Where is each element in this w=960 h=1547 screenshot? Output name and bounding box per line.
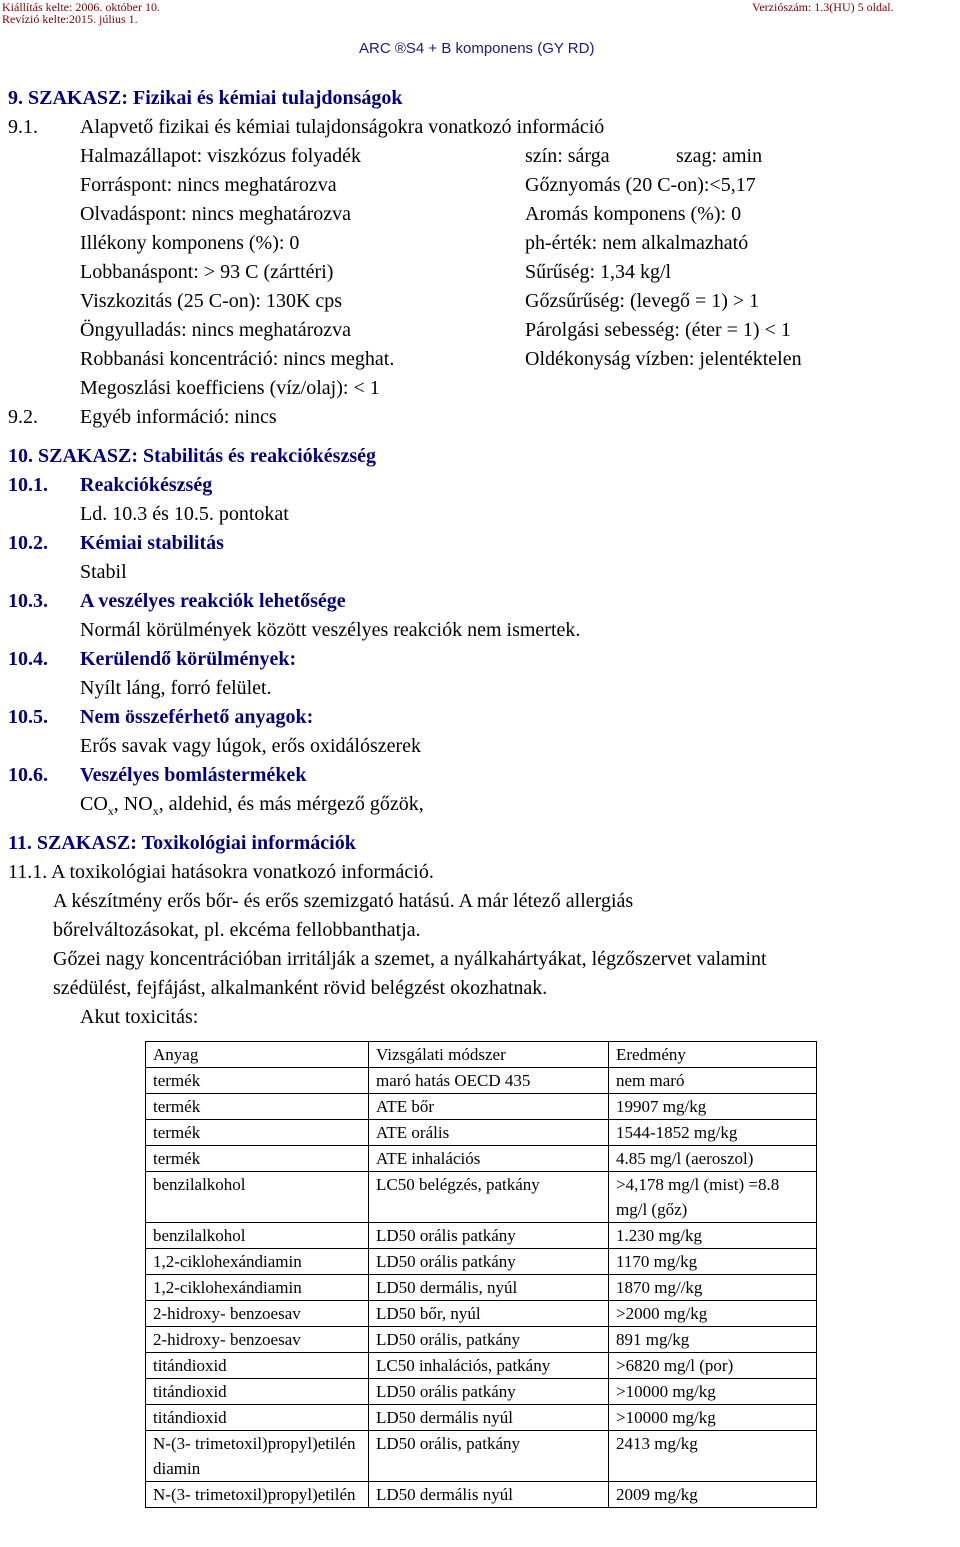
sub-text: Ld. 10.3 és 10.5. pontokat — [80, 503, 289, 525]
table-cell: termék — [146, 1146, 369, 1172]
table-cell: 1870 mg//kg — [609, 1275, 817, 1301]
sub-9-1-num: 9.1. — [8, 116, 38, 138]
prop-odor: szag: amin — [676, 145, 763, 167]
table-cell: LC50 belégzés, patkány — [369, 1172, 609, 1223]
no-text: , NO — [113, 793, 153, 815]
header-cell: Vizsgálati módszer — [369, 1042, 609, 1068]
sub-9-1-title: Alapvető fizikai és kémiai tulajdonságokra vonatkozó információ — [80, 116, 605, 138]
table-cell: 2-hidroxy- benzoesav — [146, 1327, 369, 1353]
prop-left: Öngyulladás: nincs meghatározva — [80, 319, 352, 341]
prop-right: Oldékonyság vízben: jelentéktelen — [525, 348, 802, 370]
table-cell: 891 mg/kg — [609, 1327, 817, 1353]
sub-title: A veszélyes reakciók lehetősége — [80, 590, 346, 612]
product-name: ARC ®S4 + B komponens (GY RD) — [359, 40, 595, 57]
table-cell: 2-hidroxy- benzoesav — [146, 1301, 369, 1327]
table-row — [146, 1301, 817, 1327]
table-cell: LD50 orális patkány — [369, 1249, 609, 1275]
table-cell: ATE inhalációs — [369, 1146, 609, 1172]
table-cell: 4.85 mg/l (aeroszol) — [609, 1146, 817, 1172]
sub-text: Normál körülmények között veszélyes reakciók nem ismertek. — [80, 619, 581, 641]
prop-left: Illékony komponens (%): 0 — [80, 232, 300, 254]
prop-left: Halmazállapot: viszkózus folyadék — [80, 145, 362, 167]
prop-right: Párolgási sebesség: (éter = 1) < 1 — [525, 319, 791, 341]
table-cell: LD50 orális patkány — [369, 1379, 609, 1405]
table-cell: ATE orális — [369, 1120, 609, 1146]
para-1-line-1: A készítmény erős bőr- és erős szemizgató hatású. A már létező allergiás — [53, 890, 634, 912]
table-header-row — [146, 1042, 817, 1068]
prop-right: Sűrűség: 1,34 kg/l — [525, 261, 672, 283]
table-cell: >6820 mg/l (por) — [609, 1353, 817, 1379]
toxicity-table — [145, 1041, 817, 1508]
table-row — [146, 1405, 817, 1431]
table-row — [146, 1223, 817, 1249]
table-cell: 1544-1852 mg/kg — [609, 1120, 817, 1146]
table-cell: titándioxid — [146, 1405, 369, 1431]
table-cell: 1,2-ciklohexándiamin — [146, 1275, 369, 1301]
co-subscript: x — [107, 804, 114, 818]
table-cell: >2000 mg/kg — [609, 1301, 817, 1327]
table-row — [146, 1146, 817, 1172]
table-cell: titándioxid — [146, 1379, 369, 1405]
prop-right: Gőznyomás (20 C-on):<5,17 — [525, 174, 756, 196]
table-cell: ATE bőr — [369, 1094, 609, 1120]
table-cell: 2009 mg/kg — [609, 1482, 817, 1508]
prop-right: Aromás komponens (%): 0 — [525, 203, 742, 225]
prop-left: Viszkozitás (25 C-on): 130K cps — [80, 290, 343, 312]
header-cell: Anyag — [146, 1042, 369, 1068]
sub-num: 10.3. — [8, 590, 48, 612]
sub-text: Erős savak vagy lúgok, erős oxidálószerek — [80, 735, 422, 757]
table-row — [146, 1482, 817, 1508]
table-cell: 2413 mg/kg — [609, 1431, 817, 1482]
table-cell: LD50 orális, patkány — [369, 1431, 609, 1482]
sub-9-2-text: Egyéb információ: nincs — [80, 406, 277, 428]
table-cell: LD50 dermális nyúl — [369, 1482, 609, 1508]
table-row — [146, 1275, 817, 1301]
prop-color: szín: sárga — [525, 145, 610, 167]
sub-num: 10.2. — [8, 532, 48, 554]
sub-num: 10.6. — [8, 764, 48, 786]
table-cell: termék — [146, 1120, 369, 1146]
sub-num: 10.4. — [8, 648, 48, 670]
table-cell: benzilalkohol — [146, 1172, 369, 1223]
table-cell: 1.230 mg/kg — [609, 1223, 817, 1249]
table-row — [146, 1120, 817, 1146]
table-cell: 1,2-ciklohexándiamin — [146, 1249, 369, 1275]
table-cell: termék — [146, 1094, 369, 1120]
table-row — [146, 1068, 817, 1094]
table-cell: LD50 dermális, nyúl — [369, 1275, 609, 1301]
table-row — [146, 1431, 817, 1482]
para-2-line-2: szédülést, fejfájást, alkalmanként rövid belégzést okozhatnak. — [53, 977, 548, 999]
table-cell: LD50 orális, patkány — [369, 1327, 609, 1353]
header-cell: Eredmény — [609, 1042, 817, 1068]
sub-title: Kerülendő körülmények: — [80, 648, 297, 670]
prop-right: Gőzsűrűség: (levegő = 1) > 1 — [525, 290, 760, 312]
sub-title: Reakciókészség — [80, 474, 213, 496]
document-body — [0, 84, 960, 1032]
table-cell: nem maró — [609, 1068, 817, 1094]
table-row — [146, 1353, 817, 1379]
table-cell: 19907 mg/kg — [609, 1094, 817, 1120]
decomposition-products — [80, 790, 424, 826]
table-cell: LD50 dermális nyúl — [369, 1405, 609, 1431]
table-cell: LD50 bőr, nyúl — [369, 1301, 609, 1327]
table-cell: termék — [146, 1068, 369, 1094]
section-9-title: 9. SZAKASZ: Fizikai és kémiai tulajdonságok — [8, 87, 403, 109]
table-cell: 1170 mg/kg — [609, 1249, 817, 1275]
prop-left: Lobbanáspont: > 93 C (zárttéri) — [80, 261, 334, 283]
co-text: CO — [80, 793, 108, 815]
sub-title: Veszélyes bomlástermékek — [80, 764, 307, 786]
sub-text: Stabil — [80, 561, 127, 583]
sub-text: Nyílt láng, forró felület. — [80, 677, 272, 699]
sub-9-2-num: 9.2. — [8, 406, 38, 428]
no-subscript: x — [152, 804, 159, 818]
acute-toxicity-label: Akut toxicitás: — [80, 1006, 199, 1028]
table-row — [146, 1327, 817, 1353]
sub-num: 10.5. — [8, 706, 48, 728]
table-cell: N-(3- trimetoxil)propyl)etilén diamin — [146, 1431, 369, 1482]
sub-title: Nem összeférhető anyagok: — [80, 706, 314, 728]
table-cell: N-(3- trimetoxil)propyl)etilén — [146, 1482, 369, 1508]
sub-11-1: 11.1. A toxikológiai hatásokra vonatkozó információ. — [8, 861, 434, 883]
revision-date: Revízió kelte:2015. július 1. — [2, 12, 138, 26]
prop-left: Olvadáspont: nincs meghatározva — [80, 203, 352, 225]
prop-left: Megoszlási koefficiens (víz/olaj): < 1 — [80, 377, 380, 399]
table-cell: benzilalkohol — [146, 1223, 369, 1249]
rest-text: , aldehid, és más mérgező gőzök, — [158, 793, 424, 815]
table-cell: LC50 inhalációs, patkány — [369, 1353, 609, 1379]
para-2-line-1: Gőzei nagy koncentrációban irritálják a szemet, a nyálkahártyákat, légzőszervet valamint — [53, 948, 767, 970]
table-cell: maró hatás OECD 435 — [369, 1068, 609, 1094]
table-cell: titándioxid — [146, 1353, 369, 1379]
sub-num: 10.1. — [8, 474, 48, 496]
section-10-title: 10. SZAKASZ: Stabilitás és reakciókészség — [8, 445, 376, 467]
table-cell: LD50 orális patkány — [369, 1223, 609, 1249]
table-row — [146, 1172, 817, 1223]
para-1-line-2: bőrelváltozásokat, pl. ekcéma fellobbanthatja. — [53, 919, 421, 941]
table-cell: >10000 mg/kg — [609, 1405, 817, 1431]
prop-right: ph-érték: nem alkalmazható — [525, 232, 749, 254]
issue-date: Kiállítás kelte: 2006. október 10. — [2, 0, 160, 14]
prop-left: Forráspont: nincs meghatározva — [80, 174, 337, 196]
table-cell: >10000 mg/kg — [609, 1379, 817, 1405]
table-row — [146, 1094, 817, 1120]
prop-left: Robbanási koncentráció: nincs meghat. — [80, 348, 395, 370]
version: Verziószám: 1.3(HU) 5 oldal. — [752, 0, 894, 14]
section-11-title: 11. SZAKASZ: Toxikológiai információk — [8, 832, 356, 854]
table-cell: >4,178 mg/l (mist) =8.8 mg/l (gőz) — [609, 1172, 817, 1223]
table-row — [146, 1379, 817, 1405]
table-row — [146, 1249, 817, 1275]
sub-title: Kémiai stabilitás — [80, 532, 224, 554]
